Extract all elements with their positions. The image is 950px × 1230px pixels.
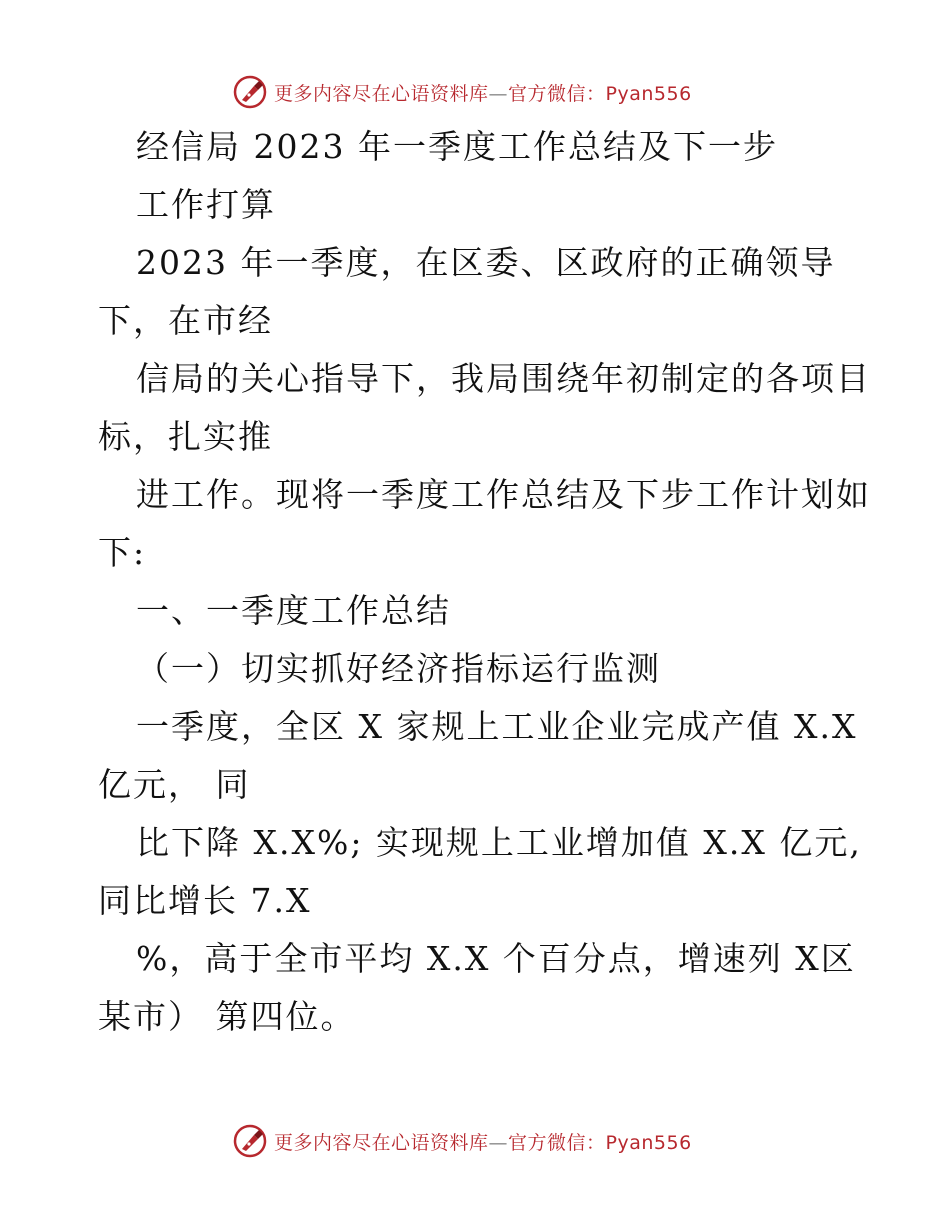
- paragraph-line: 标，扎实推: [98, 417, 273, 456]
- paragraph-line: 亿元， 同: [98, 765, 251, 804]
- paragraph-line: 进工作。现将一季度工作总结及下步工作计划如: [136, 475, 871, 514]
- watermark-text: 更多内容尽在心语资料库: [274, 82, 489, 105]
- watermark-dash: —: [488, 1131, 509, 1154]
- pen-nib-logo-icon: [232, 1123, 268, 1159]
- section-heading: 一、一季度工作总结: [136, 591, 451, 630]
- document-title-line-1: 经信局 2023 年一季度工作总结及下一步: [136, 127, 778, 166]
- watermark-text: 更多内容尽在心语资料库: [274, 1131, 489, 1154]
- document-title-line-2: 工作打算: [136, 185, 276, 224]
- paragraph-line: 下:: [98, 533, 147, 572]
- paragraph-line: 2023 年一季度，在区委、区政府的正确领导: [136, 243, 836, 282]
- paragraph-line: 信局的关心指导下，我局围绕年初制定的各项目: [136, 359, 871, 398]
- paragraph-line: 一季度，全区 X 家规上工业企业完成产值 X.X: [136, 707, 858, 746]
- subsection-heading: （一）切实抓好经济指标运行监测: [136, 649, 661, 688]
- watermark-dash: —: [488, 82, 509, 105]
- paragraph-line: %，高于全市平均 X.X 个百分点，增速列 X区: [136, 939, 856, 978]
- watermark-wechat: 官方微信：Pyan556: [508, 1131, 692, 1154]
- paragraph-line: 同比增长 7.X: [98, 881, 312, 920]
- header-watermark: [232, 72, 692, 112]
- footer-watermark: [232, 1121, 692, 1161]
- pen-nib-logo-icon: [232, 74, 268, 110]
- paragraph-line: 下，在市经: [98, 301, 273, 340]
- watermark-wechat: 官方微信：Pyan556: [508, 82, 692, 105]
- paragraph-line: 某市） 第四位。: [98, 997, 356, 1036]
- paragraph-line: 比下降 X.X%; 实现规上工业增加值 X.X 亿元,: [136, 823, 862, 862]
